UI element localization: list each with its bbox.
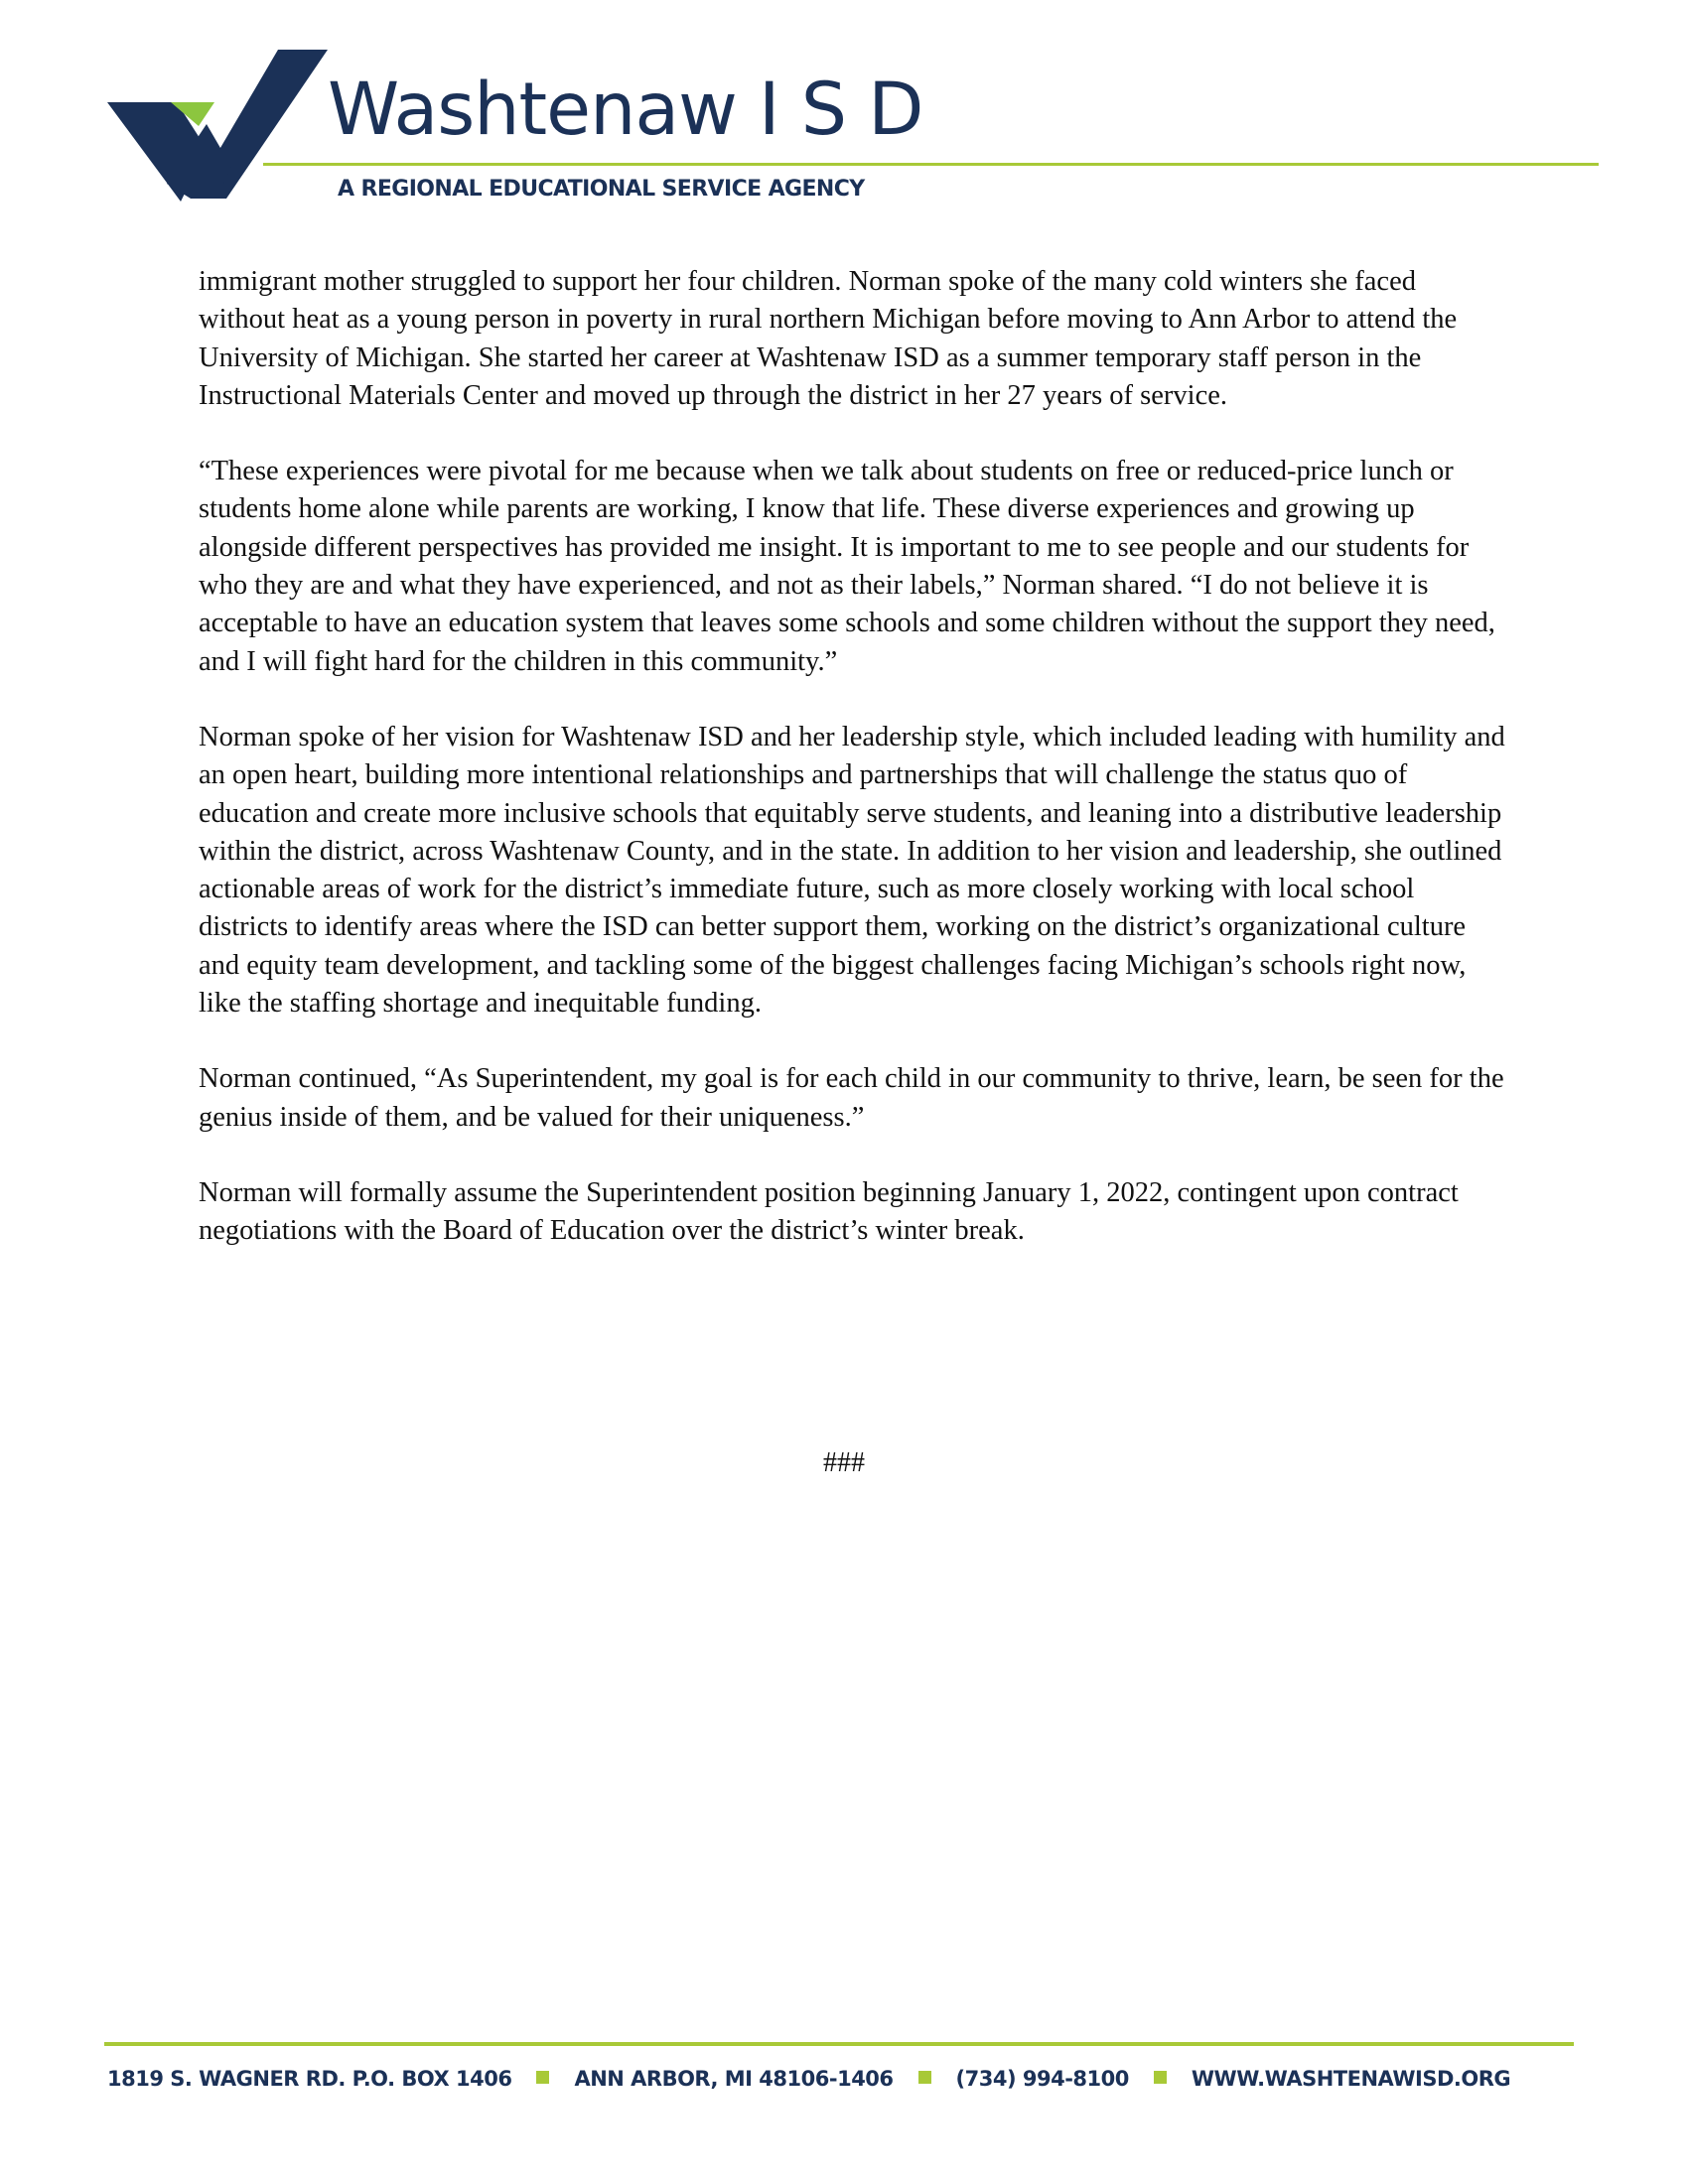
header-rule [263, 163, 1599, 166]
separator-square-icon [1154, 2071, 1167, 2084]
org-name: Washtenaw I S D [328, 68, 923, 152]
separator-square-icon [918, 2071, 931, 2084]
paragraph: Norman will formally assume the Superintendent position beginning January 1, 2022, contingent upon contract negotiations with the Board of Education over the district’s winter break. [199, 1176, 1459, 1247]
paragraph: “These experiences were pivotal for me because when we talk about students on free or reduced-price lunch or students home alone while parents are working, I know that life. These diverse experiences and growing up alongside different perspectives has provided me insight. It is important to me to see people and our students for who they are and what they have experienced, and not as their labels,” Norman shared. “I do not believe it is acceptable to have an education system that leaves some schools and some children without the support they need, and I will fight hard for the children in this community.” [199, 456, 1495, 677]
paragraph: Norman continued, “As Superintendent, my goal is for each child in our community to thrive, learn, be seen for the genius inside of them, and be valued for their uniqueness.” [199, 1063, 1504, 1133]
footer-address: 1819 S. WAGNER RD. P.O. BOX 1406 [107, 2067, 512, 2091]
paragraph: Norman spoke of her vision for Washtenaw ISD and her leadership style, which included leading with humility and an open heart, building more intentional relationships and partnerships that will challenge the status quo of education and create more inclusive schools that equitably serve students, and leaning into a distributive leadership within the district, across Washtenaw County, and in the state. In addition to her vision and leadership, she outlined actionable areas of work for the district’s immediate future, such as more closely working with local school districts to identify areas where the ISD can better support them, working on the district’s organizational culture and equity team development, and tackling some of the biggest challenges facing Michigan’s schools right now, like the staffing shortage and inequitable funding. [199, 721, 1505, 1020]
end-marks: ### [823, 1447, 865, 1478]
footer-rule [104, 2042, 1574, 2046]
paragraph: immigrant mother struggled to support her four children. Norman spoke of the many cold winters she faced without heat as a young person in poverty in rural northern Michigan before moving to Ann Arbor to attend the University of Michigan. She started her career at Washtenaw ISD as a summer temporary staff person in the Instructional Materials Center and moved up through the district in her 27 years of service. [199, 266, 1458, 411]
footer-contact [107, 2067, 1510, 2091]
washtenaw-w-logo-icon [107, 50, 336, 208]
body-text [199, 263, 1509, 1289]
letterhead [0, 0, 1688, 228]
footer-city: ANN ARBOR, MI 48106-1406 [574, 2067, 894, 2091]
footer-phone: (734) 994-8100 [955, 2067, 1129, 2091]
separator-square-icon [536, 2071, 549, 2084]
tagline: A REGIONAL EDUCATIONAL SERVICE AGENCY [338, 177, 865, 202]
footer-website: WWW.WASHTENAWISD.ORG [1191, 2067, 1511, 2091]
